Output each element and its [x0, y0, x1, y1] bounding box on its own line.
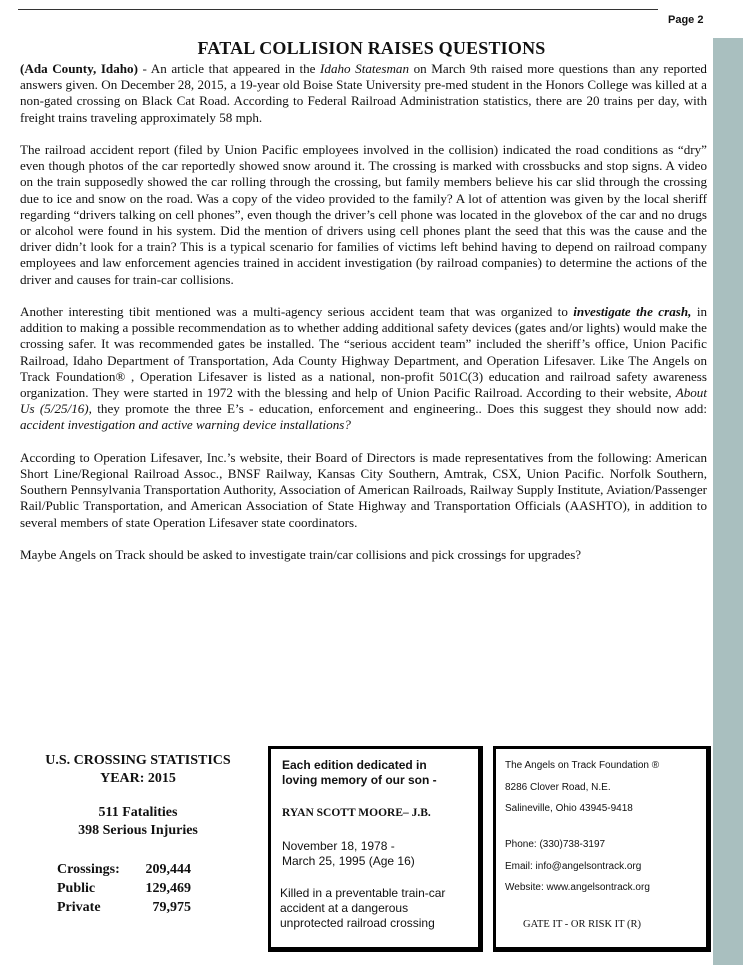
stats-label: Private [57, 900, 101, 915]
crossing-statistics [20, 752, 256, 917]
stats-year: YEAR: 2015 [100, 771, 176, 786]
top-rule [18, 9, 658, 10]
org-name: The Angels on Track Foundation ® [505, 760, 660, 771]
email-address: Email: info@angelsontrack.org [505, 861, 642, 872]
p3-text-a: Another interesting tibit mentioned was a multi-agency serious accident team that was organized to [20, 304, 574, 320]
memorial-name: RYAN SCOTT MOORE– J.B. [282, 807, 431, 819]
phone-number: Phone: (330)738-3197 [505, 839, 606, 850]
page-number: Page 2 [668, 14, 704, 26]
headline: FATAL COLLISION RAISES QUESTIONS [197, 38, 546, 58]
stats-value: 79,975 [152, 900, 191, 915]
stats-injuries: 398 Serious Injuries [78, 823, 198, 838]
stats-fatalities: 511 Fatalities [98, 805, 178, 820]
city-address: Salineville, Ohio 43945-9418 [505, 803, 633, 814]
memorial-born: November 18, 1978 - [282, 839, 395, 853]
stats-row [20, 860, 256, 879]
stats-value: 209,444 [145, 862, 191, 877]
stats-label: Public [57, 881, 96, 896]
memorial-line-2: loving memory of our son - [282, 773, 437, 787]
memorial-box [268, 746, 483, 952]
article-body [20, 61, 707, 579]
sidebar-bar [713, 38, 743, 965]
p1-text-a: - An article that appeared in the [137, 61, 321, 76]
website-reference: About Us (5/25/16), [20, 385, 707, 417]
stats-title: U.S. CROSSING STATISTICS [45, 753, 231, 768]
question-emphasis: accident investigation and active warning device installations? [20, 417, 351, 433]
stats-label: Crossings: [57, 862, 120, 877]
website-link[interactable]: Website: www.angelsontrack.org [505, 882, 650, 893]
paragraph-5: Maybe Angels on Track should be asked to investigate train/car collisions and pick crossings for upgrades? [20, 547, 582, 563]
slogan: GATE IT - OR RISK IT (R) [523, 919, 642, 930]
p1-text-b: on March 9th raised more questions than any reported answers given. On December 28, 2015, a 19-year old Boise State University pre-med student in the Honors College was killed at a non-gated crossing on Black Cat Road. According to Federal Railroad Administration statistics, there are 20 trains per day, with freight trains traveling approximately 58 mph. [20, 61, 707, 125]
dateline: (Ada County, Idaho) [20, 61, 138, 76]
memorial-line-1: Each edition dedicated in [282, 758, 427, 772]
memorial-died: March 25, 1995 (Age 16) [282, 854, 415, 868]
newspaper-name: Idaho Statesman [320, 61, 410, 76]
stats-row [20, 898, 256, 917]
paragraph-3 [20, 304, 707, 434]
stats-row [20, 879, 256, 898]
p3-text-b: in addition to making a possible recommendation as to whether adding additional safety devices (gates and/or lights) would make the crossing safer. It was recommended gates be installed. The “serious accident team” included the sheriff’s office, Union Pacific Railroad, Idaho Department of Transportation, Ada County Highway Department, and Operation Lifesaver. Like The Angels on Track Foundation® , Operation Lifesaver is listed as a national, non-profit 501C(3) education and railroad safety awareness organization. They were started in 1972 with the blessing and help of Union Pacific Railroad. According to their website, [20, 304, 708, 401]
memorial-note-3: unprotected railroad crossing [280, 916, 435, 930]
stats-value: 129,469 [145, 881, 191, 896]
contact-box [493, 746, 711, 952]
paragraph-2: The railroad accident report (filed by Union Pacific employees involved in the collision) indicated the road conditions as “dry” even though photos of the car reportedly showed snow around it. The crossing is marked with crossbucks and stop signs. A video on the train supposedly showed the car rolling through the crossing, but family members believe his car slid through the crossing due to ice and snow on the road. Was a copy of the video provided to the family? A lot of attention was given by the local sheriff regarding “drivers talking on cell phones”, even though the driver’s cell phone was located in the glovebox of the car and no drugs or alcohol were found in his system. Did the mention of drivers using cell phones plant the seed that this was the cause and the driver didn’t look for a train? This is a typical scenario for families of victims left behind having to depend on railroad company employees and law enforcement agencies trained in accident investigation (by railroad companies) to determine the actions of the driver and causes for train-car collisions. [20, 142, 707, 287]
emphasis-investigate: investigate the crash, [573, 304, 692, 320]
memorial-note-2: accident at a dangerous [280, 901, 409, 915]
p3-text-c: they promote the three E’s - education, enforcement and engineering.. Does this suggest they should now add: [91, 401, 707, 417]
paragraph-4: According to Operation Lifesaver, Inc.’s website, their Board of Directors is made representatives from the following: American Short Line/Regional Railroad Assoc., BNSF Railway, Kansas City Southern, Amtrak, CSX, Union Pacific. Norfolk Southern, Southern Pennsylvania Transportation Authority, Association of American Railroads, Railway Supply Institute, Aviation/Passenger Rail/Public Transportation, and American Association of State Highway and Transportation Officials (AASHTO), in addition to several members of state Operation Lifesaver state coordinators. [20, 449, 707, 530]
street-address: 8286 Clover Road, N.E. [505, 782, 611, 793]
memorial-note-1: Killed in a preventable train-car [280, 886, 446, 900]
paragraph-1 [20, 61, 707, 126]
